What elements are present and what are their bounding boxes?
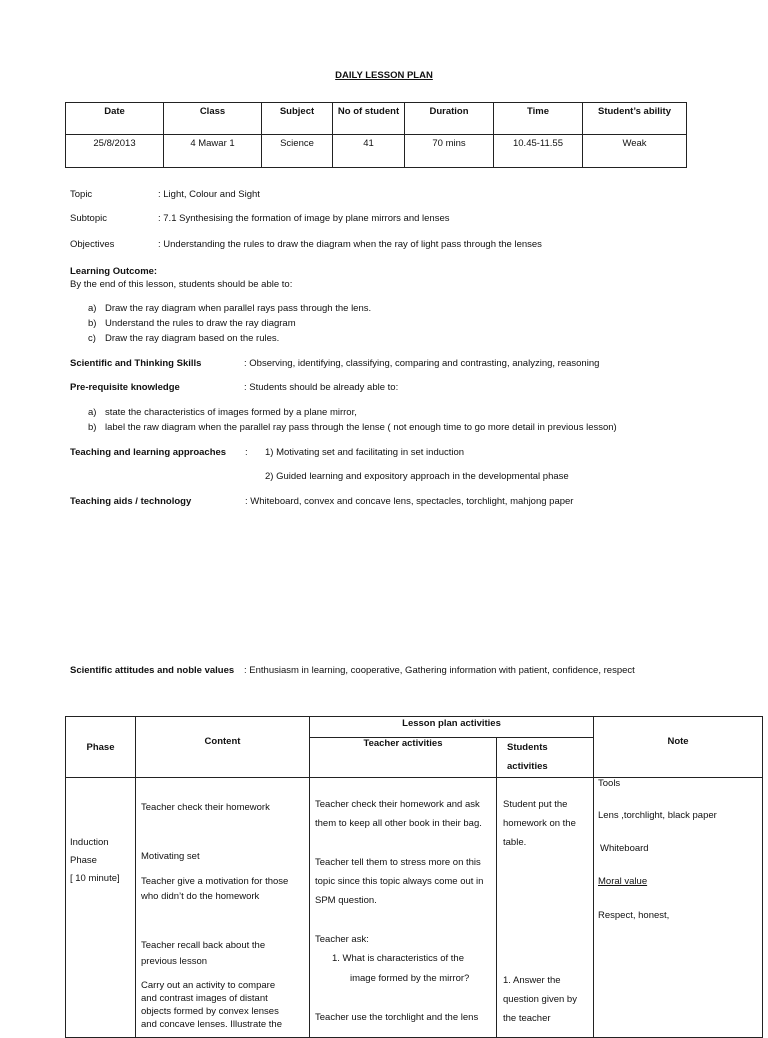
content-line: who didn’t do the homework	[141, 891, 260, 902]
outcome-marker: b)	[88, 318, 97, 329]
students-line: homework on the	[503, 818, 576, 829]
subtopic-value: : 7.1 Synthesising the formation of image by plane mirrors and lenses	[158, 213, 450, 224]
content-line: and concave lenses. Illustrate the	[141, 1019, 283, 1030]
learning-outcome-intro: By the end of this lesson, students should be able to:	[70, 279, 293, 290]
students-activities-header	[497, 738, 594, 778]
note-line: Tools	[598, 778, 621, 789]
cell-duration: 70 mins	[405, 135, 494, 168]
teacher-block	[315, 853, 483, 910]
learning-outcome-heading: Learning Outcome:	[70, 266, 158, 277]
students-header-line-1: Students	[507, 742, 548, 753]
aids-label: Teaching aids / technology	[70, 496, 192, 507]
teacher-activities-header: Teacher activities	[310, 738, 497, 778]
topic-value: : Light, Colour and Sight	[158, 189, 260, 200]
cell-time: 10.45-11.55	[494, 135, 583, 168]
cell-student-ability: Weak	[583, 135, 687, 168]
header-class: Class	[164, 103, 262, 135]
students-block	[503, 971, 577, 1028]
info-data-row	[66, 135, 687, 168]
skills-value: : Observing, identifying, classifying, comparing and contrasting, analyzing, reasoning	[244, 358, 600, 369]
outcome-text: Draw the ray diagram based on the rules.	[105, 333, 280, 344]
cell-subject: Science	[262, 135, 333, 168]
header-date: Date	[66, 103, 164, 135]
outcome-item	[88, 318, 296, 329]
outcome-text: Draw the ray diagram when parallel rays pass through the lens.	[105, 303, 372, 314]
students-block	[503, 795, 576, 852]
prereq-label: Pre-requisite knowledge	[70, 382, 180, 393]
note-line: Lens ,torchlight, black paper	[598, 810, 717, 821]
students-line: question given by	[503, 994, 577, 1005]
lesson-info-table	[65, 102, 687, 168]
objectives-label: Objectives	[70, 239, 115, 250]
content-line: Teacher give a motivation for those	[141, 876, 289, 887]
prereq-value: : Students should be already able to:	[244, 382, 399, 393]
teacher-line: topic since this topic always come out in	[315, 876, 484, 887]
info-header-row	[66, 103, 687, 135]
approaches-item-1: 1) Motivating set and facilitating in set induction	[265, 447, 465, 458]
content-line: Teacher recall back about the	[141, 940, 266, 951]
header-duration: Duration	[405, 103, 494, 135]
outcome-text: Understand the rules to draw the ray diagram	[105, 318, 296, 329]
phase-cell	[66, 778, 136, 1038]
content-line: objects formed by convex lenses	[141, 1006, 279, 1017]
phase-line: [ 10 minute]	[70, 873, 120, 884]
aids-value: : Whiteboard, convex and concave lens, spectacles, torchlight, mahjong paper	[245, 496, 574, 507]
students-line: 1. Answer the	[503, 975, 561, 986]
teacher-line: Teacher ask:	[315, 934, 369, 945]
teacher-line: Teacher check their homework and ask	[315, 799, 480, 810]
outcome-item	[88, 303, 371, 314]
students-line: the teacher	[503, 1013, 551, 1024]
content-line: Carry out an activity to compare	[141, 980, 276, 991]
approaches-label: Teaching and learning approaches	[70, 447, 227, 458]
prereq-marker: a)	[88, 407, 97, 418]
cell-class: 4 Mawar 1	[164, 135, 262, 168]
objectives-value: : Understanding the rules to draw the diagram when the ray of light pass through the lenses	[158, 239, 542, 250]
header-no-of-student: No of student	[333, 103, 405, 135]
approaches-item-2: 2) Guided learning and expository approach in the developmental phase	[265, 471, 569, 482]
cell-no-of-student: 41	[333, 135, 405, 168]
teacher-line: Teacher use the torchlight and the lens	[315, 1012, 479, 1023]
note-moral-value: Moral value	[598, 876, 648, 887]
note-line: Whiteboard	[600, 843, 649, 854]
students-header-line-2: activities	[507, 761, 548, 772]
subtopic-label: Subtopic	[70, 213, 107, 224]
content-line: Motivating set	[141, 851, 200, 862]
skills-label: Scientific and Thinking Skills	[70, 358, 202, 369]
note-line: Respect, honest,	[598, 910, 670, 921]
cell-date: 25/8/2013	[66, 135, 164, 168]
content-header: Content	[136, 717, 310, 778]
teacher-line: image formed by the mirror?	[350, 973, 470, 984]
prereq-item	[88, 407, 357, 418]
content-line: and contrast images of distant	[141, 993, 268, 1004]
teacher-line: them to keep all other book in their bag.	[315, 818, 482, 829]
content-block	[141, 979, 282, 1031]
topic-label: Topic	[70, 189, 93, 200]
content-line: previous lesson	[141, 956, 208, 967]
teacher-line: SPM question.	[315, 895, 377, 906]
teacher-line: 1. What is characteristics of the	[332, 953, 464, 964]
teacher-block	[315, 795, 482, 833]
phase-header: Phase	[66, 717, 136, 778]
prereq-text: state the characteristics of images formed by a plane mirror,	[105, 407, 357, 418]
content-line: Teacher check their homework	[141, 802, 270, 813]
students-line: table.	[503, 837, 527, 848]
students-line: Student put the	[503, 799, 568, 810]
prereq-item	[88, 422, 617, 433]
phase-line: Phase	[70, 855, 97, 866]
lp-header-row-1	[66, 717, 763, 738]
header-student-ability: Student’s ability	[583, 103, 687, 135]
activities-header: Lesson plan activities	[310, 717, 594, 738]
header-subject: Subject	[262, 103, 333, 135]
phase-line: Induction	[70, 837, 109, 848]
teacher-line: Teacher tell them to stress more on this	[315, 857, 481, 868]
attitudes-label: Scientific attitudes and noble values	[70, 665, 235, 676]
outcome-marker: c)	[88, 333, 96, 344]
header-time: Time	[494, 103, 583, 135]
prereq-text: label the raw diagram when the parallel ray pass through the lense ( not enough time to go more detail in previous lesson)	[105, 422, 617, 433]
approaches-colon: :	[245, 447, 248, 458]
outcome-item	[88, 333, 279, 344]
note-header: Note	[594, 717, 763, 778]
outcome-marker: a)	[88, 303, 97, 314]
phase-text	[70, 834, 120, 888]
attitudes-value: : Enthusiasm in learning, cooperative, Gathering information with patient, confidence, respect	[244, 665, 635, 676]
page-title: DAILY LESSON PLAN	[335, 70, 433, 81]
prereq-marker: b)	[88, 422, 97, 433]
